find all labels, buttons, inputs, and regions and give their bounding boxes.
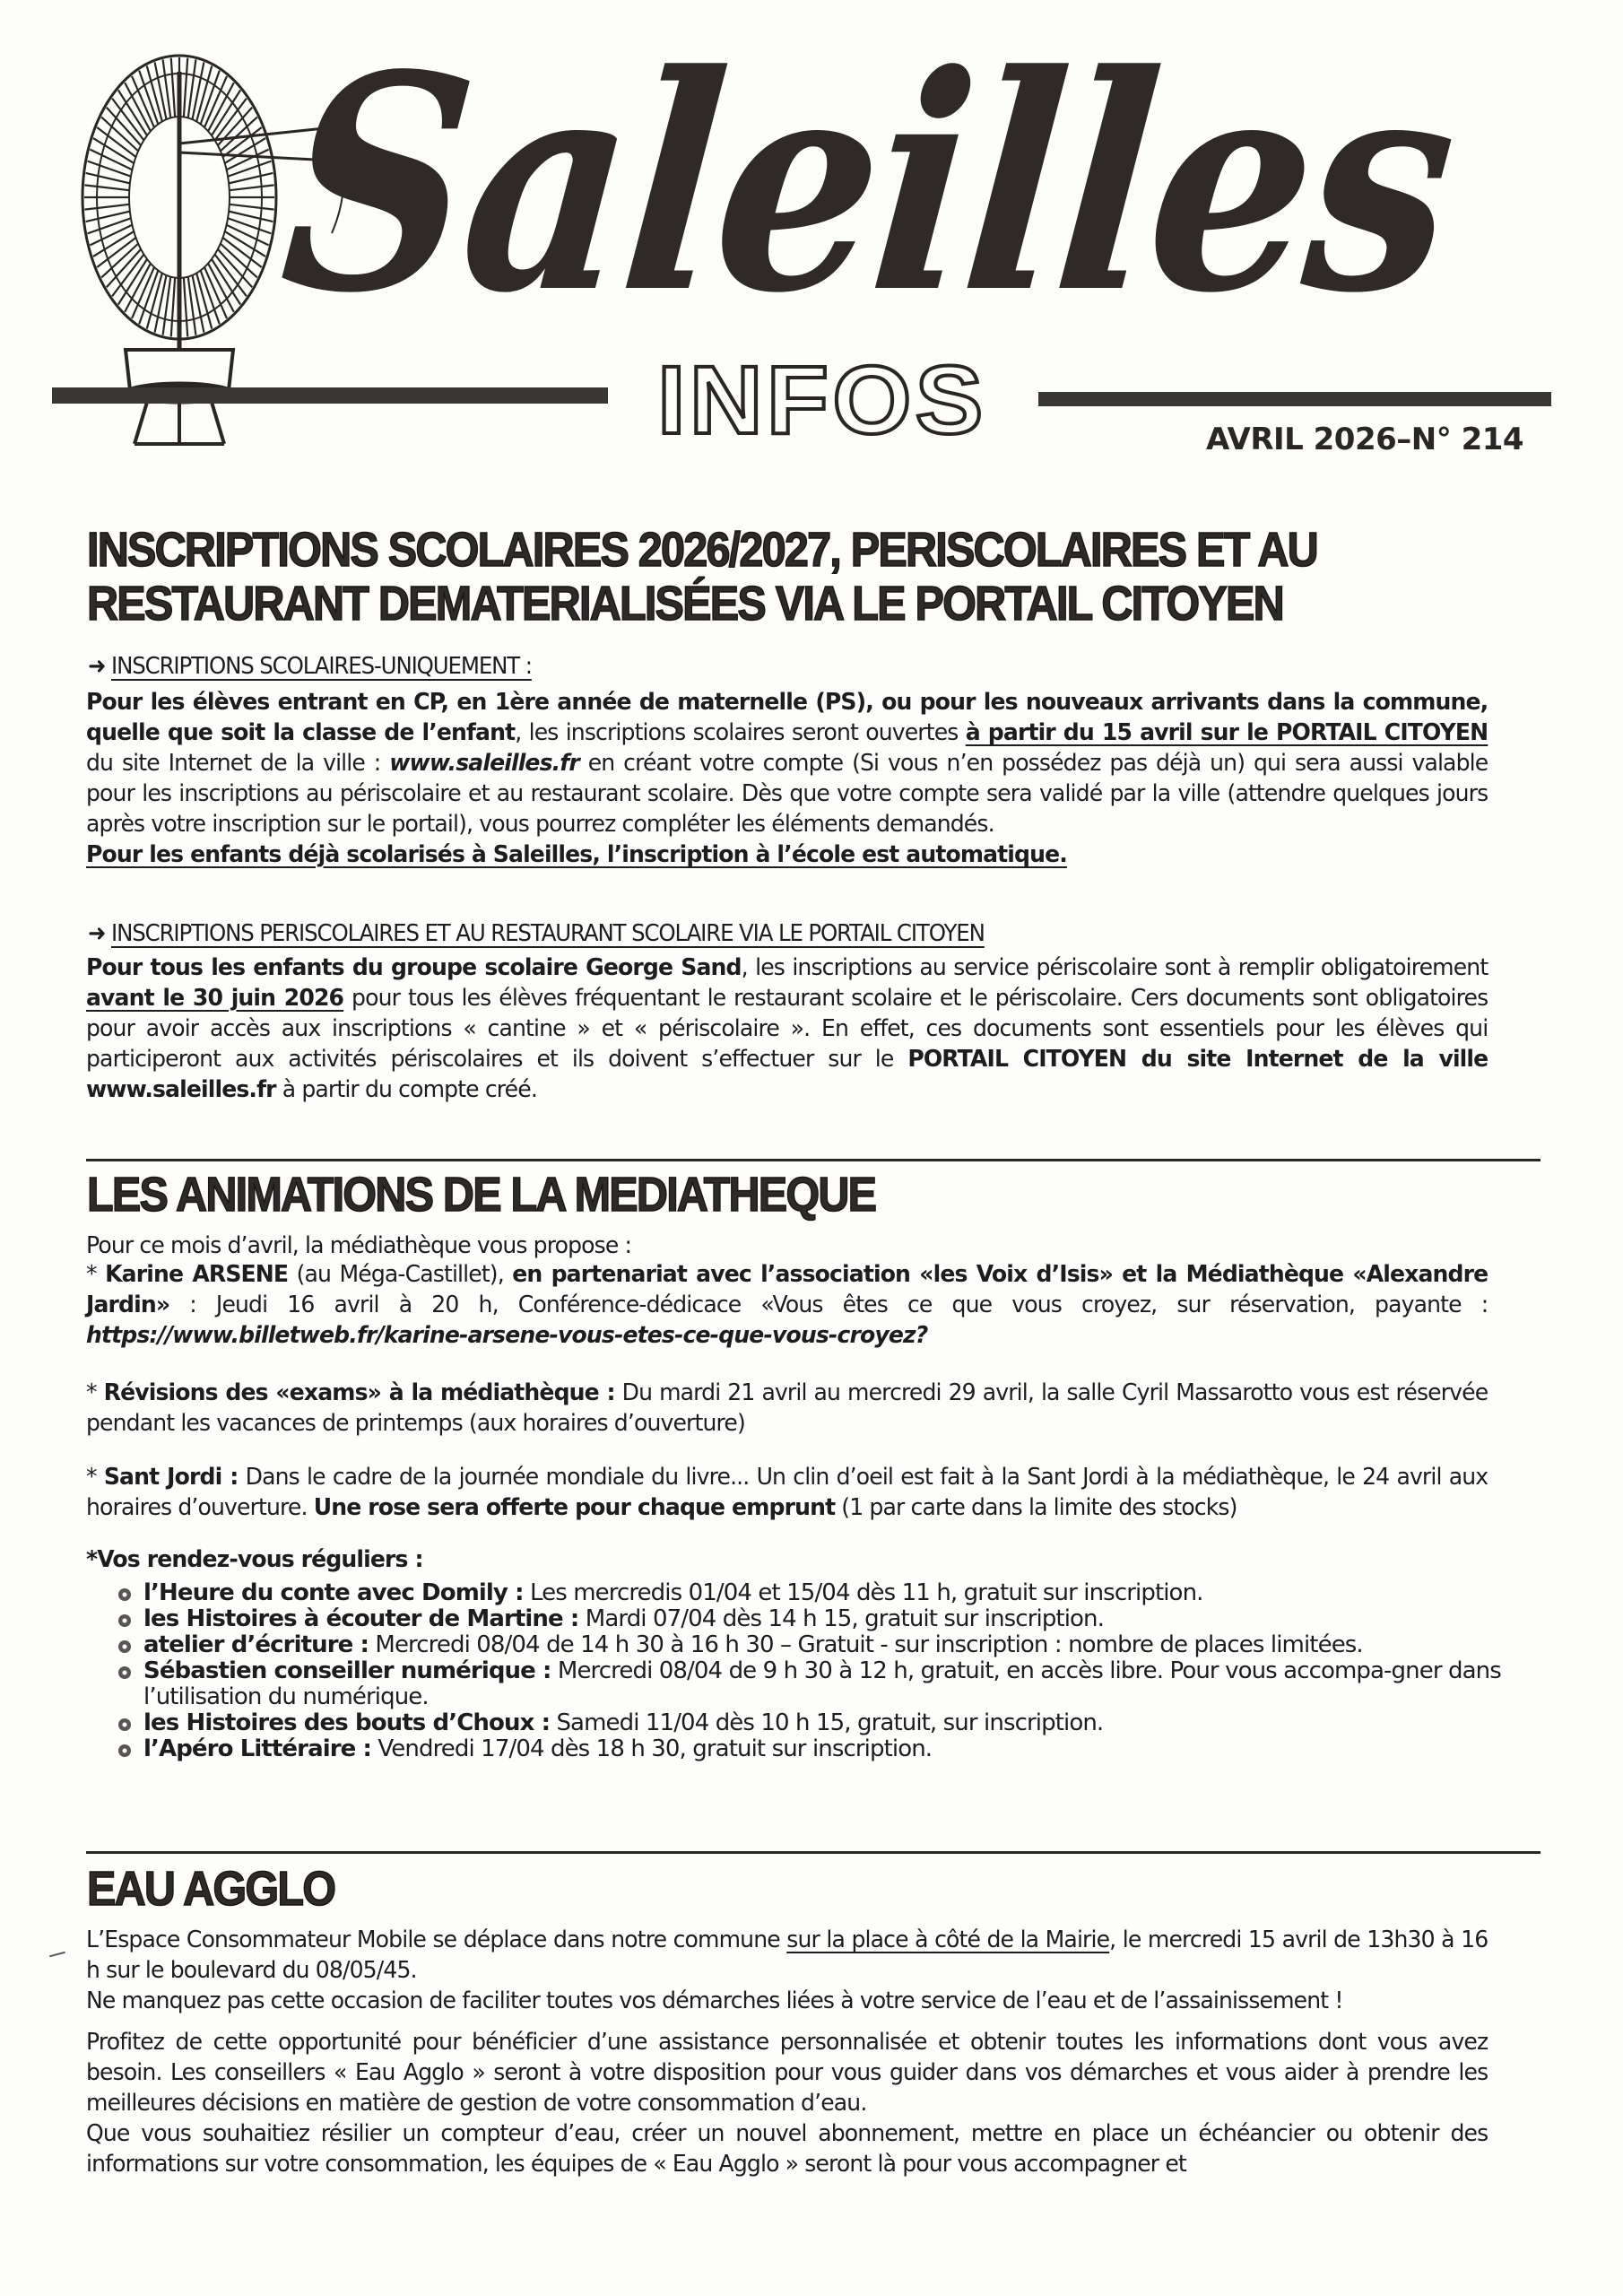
paragraph-periscolaires: Pour tous les enfants du groupe scolaire George Sand, les inscriptions au service périscolaire sont à remplir obligatoirement avant le 30 juin 2026 pour tous les élèves fréquentant le restaurant scolaire et le périscolaire. Cers documents sont obligatoires pour avoir accès aux inscriptions « cantine » et « périscolaire ». En effet, ces documents sont essentiels pour les élèves qui participeront aux activités périscolaires et ils doivent s’effectuer sur le PORTAIL CITOYEN du site Internet de la ville www.saleilles.fr à partir du compte créé. [86,954,1488,1103]
subheading-label: INSCRIPTIONS PERISCOLAIRES ET AU RESTAURANT SCOLAIRE VIA LE PORTAIL CITOYEN [111,920,985,947]
masthead-rule-left [52,387,608,404]
event-sant-jordi: * Sant Jordi : Dans le cadre de la journée mondiale du livre... Un clin d’oeil est fait à la Sant Jordi à la médiathèque, le 24 avril aux horaires d’ouverture. Une rose sera offerte pour chaque emprunt (1 par carte dans la limite des stocks) [86,1464,1488,1521]
paragraph-scolaires: Pour les élèves entrant en CP, en 1ère année de maternelle (PS), ou pour les nouveaux arrivants dans la commune, quelle que soit la classe de l’enfant, les inscriptions scolaires seront ouvertes à partir du 15 avril sur le PORTAIL CITOYEN du site Internet de la ville : www.saleilles.fr en créant votre compte (Si vous n’en possédez pas déjà un) qui sera aussi valable pour les inscriptions au périscolaire et au restaurant scolaire. Dès que votre compte sera validé par la ville (attendre quelques jours après votre inscription sur le portail), vous pourrez compléter les éléments demandés. Pour les enfants déjà scolarisés à Saleilles, l’inscription à l’école est automatique. [86,689,1488,868]
bullet-icon [118,1744,131,1757]
windmill-spoke [184,58,187,117]
bullet-icon [118,1640,131,1653]
windmill-spoke [90,150,132,170]
eau-agglo-paragraph-3: Que vous souhaitiez résilier un compteur d’eau, créer un nouvel abonnement, mettre en place un échéancier ou obtenir des informations sur votre consommation, les équipes de « Eau Agglo » seront là pour vous accompagner et [86,2120,1488,2178]
windmill-spoke [171,58,175,117]
list-item: l’Apéro Littéraire : Vendredi 17/04 dès 18 h 30, gratuit sur inscription. [118,1736,1544,1762]
windmill-spoke [227,225,269,246]
subheading-periscolaires [88,918,985,949]
section-title-mediatheque: LES ANIMATIONS DE LA MEDIATHEQUE [87,1168,876,1222]
deadline-highlight: avant le 30 juin 2026 [86,985,344,1012]
event-revisions: * Révisions des «exams» à la médiathèque : Du mardi 21 avril au mercredi 29 avril, la salle Cyril Massarotto vous est réservée pendant les vacances de printemps (aux horaires d’ouverture) [86,1379,1488,1437]
windmill-spoke [230,185,274,190]
masthead [0,0,1623,484]
automatic-inscription-note: Pour les enfants déjà scolarisés à Saleilles, l’inscription à l’école est automatique. [86,841,1067,868]
issue-number: AVRIL 2026–N° 214 [1206,422,1524,457]
list-item: l’Heure du conte avec Domily : Les mercredis 01/04 et 15/04 dès 11 h, gratuit sur inscription. [118,1580,1544,1606]
regular-events-heading: *Vos rendez-vous réguliers : [86,1546,423,1573]
arrow-right-icon: ➜ [88,920,106,947]
bullet-icon [118,1666,131,1679]
event-karine-arsene: * Karine ARSENE (au Méga-Castillet), en partenariat avec l’association «les Voix d’Isis» et la Médiathèque «Alexandre Jardin» : Jeudi 16 avril à 20 h, Conférence-dédicace «Vous êtes ce que vous croyez, sur réservation, payante : https://www.billetweb.fr/karine-arsene-vous-etes-ce-que-vous-croyez? [86,1261,1488,1349]
site-url-link[interactable]: www.saleilles.fr [389,750,579,777]
list-item: atelier d’écriture : Mercredi 08/04 de 14 h 30 à 16 h 30 – Gratuit - sur inscription : nombre de places limitées. [118,1632,1544,1658]
eau-agglo-paragraph-1: L’Espace Consommateur Mobile se déplace dans notre commune sur la place à côté de la Mairie, le mercredi 15 avril de 13h30 à 16 h sur le boulevard du 08/05/45. Ne manquez pas cette occasion de faciliter toutes vos démarches liées à votre service de l’eau et de l’assainissement ! [86,1926,1488,2014]
billetweb-link[interactable]: https://www.billetweb.fr/karine-arsene-vous-etes-ce-que-vous-croyez? [86,1322,928,1349]
list-item: Sébastien conseiller numérique : Mercredi 08/04 de 9 h 30 à 12 h, gratuit, en accès libre. Pour vous accompa-gner dans l’utilisation du numérique. [118,1658,1544,1710]
windmill-spoke [90,225,132,246]
windmill-spoke [84,204,129,210]
windmill-spoke [84,185,129,190]
bullet-icon [118,1614,131,1627]
eau-agglo-paragraph-2: Profitez de cette opportunité pour bénéficier d’une assistance personnalisée et obtenir toutes les informations dont vous avez besoin. Les conseillers « Eau Agglo » seront à votre disposition pour vous guider dans vos démarches et vous aider à prendre les meilleures décisions en matière de gestion de votre consommation d’eau. [86,2029,1488,2117]
list-item: les Histoires à écouter de Martine : Mardi 07/04 dès 14 h 15, gratuit sur inscription. [118,1606,1544,1632]
section-divider [86,1159,1541,1161]
windmill-spoke [171,278,175,337]
list-item: les Histoires des bouts d’Choux : Samedi 11/04 dès 10 h 15, gratuit, sur inscription. [118,1710,1544,1736]
windmill-spoke [230,204,274,210]
windmill-spoke [227,150,269,170]
section-title-eau-agglo: EAU AGGLO [87,1862,335,1916]
section-title-inscriptions-line1: INSCRIPTIONS SCOLAIRES 2026/2027, PERISCOLAIRES ET AU [87,523,1317,577]
regular-events-list [118,1580,1544,1762]
subheading-scolaires [88,651,532,682]
logo-infos: INFOS [657,345,987,454]
scan-artifact [49,1952,65,1958]
portail-date-highlight: à partir du 15 avril sur le PORTAIL CITOYEN [965,719,1488,746]
bullet-icon [118,1718,131,1731]
portail-citoyen-link[interactable]: PORTAIL CITOYEN du site Internet de la ville www.saleilles.fr [86,1046,1488,1103]
arrow-right-icon: ➜ [88,653,106,680]
mediatheque-intro: Pour ce mois d’avril, la médiathèque vous propose : [86,1232,632,1259]
section-title-inscriptions-line2: RESTAURANT DEMATERIALISÉES VIA LE PORTAIL CITOYEN [87,577,1283,631]
logo-saleilles: Saleilles [271,10,1464,358]
bullet-icon [118,1588,131,1601]
section-divider [86,1851,1541,1854]
location-highlight: sur la place à côté de la Mairie [786,1926,1110,1953]
windmill-spoke [184,278,187,337]
masthead-rule-right [1038,392,1551,406]
subheading-label: INSCRIPTIONS SCOLAIRES-UNIQUEMENT : [111,653,532,680]
